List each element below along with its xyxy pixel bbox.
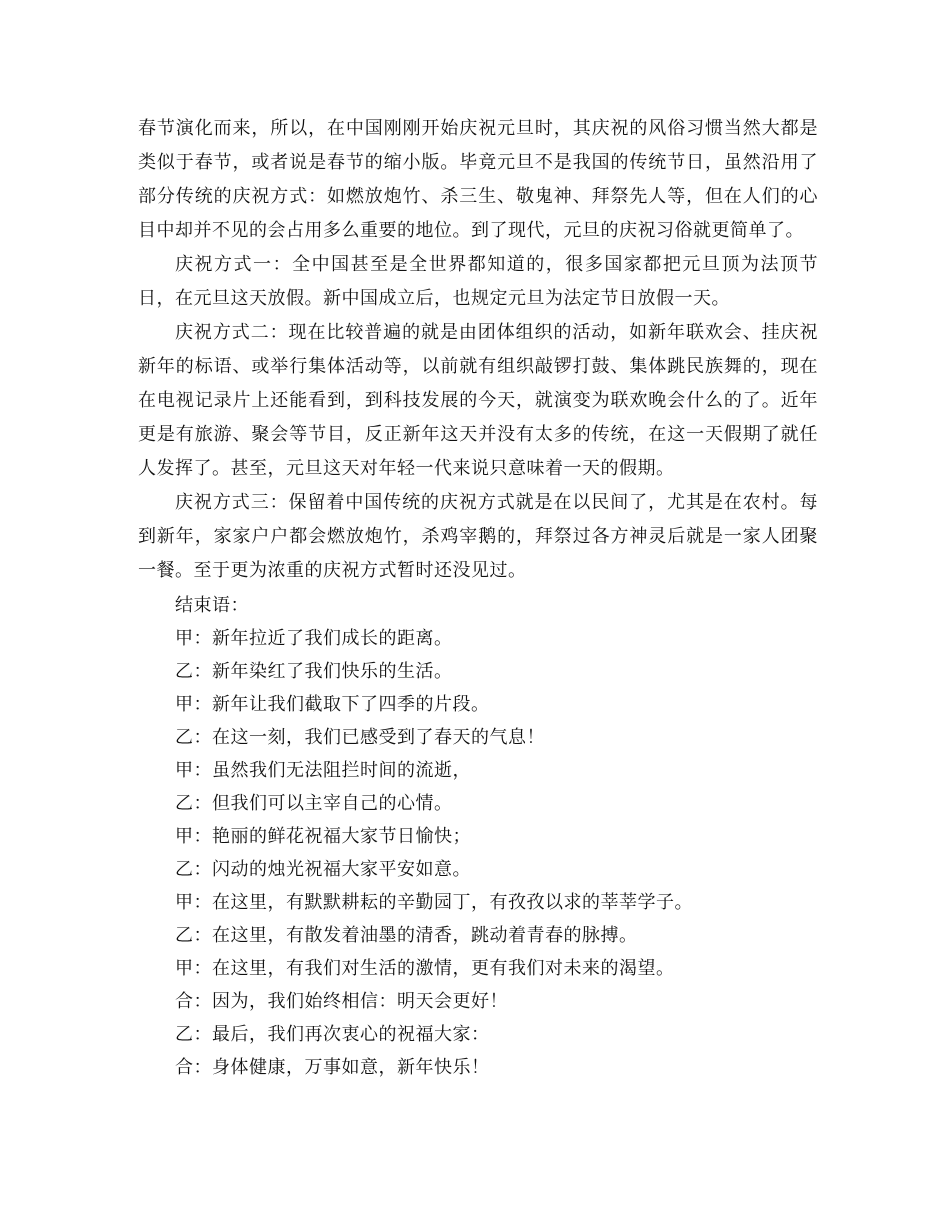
method-two-paragraph: 庆祝方式二：现在比较普遍的就是由团体组织的活动，如新年联欢会、挂庆祝新年的标语、或举行集体活动等，以前就有组织敲锣打鼓、集体跳民族舞的，现在在电视记录片上还能看到，到科技发展的今天，就演变为联欢晚会什么的了。近年更是有旅游、聚会等节目，反正新年这天并没有太多的传统，在这一天假期了就任人发挥了。甚至，元旦这天对年轻一代来说只意味着一天的假期。 — [138, 322, 818, 479]
closing-line: 乙：闪动的烛光祝福大家平安如意。 — [175, 859, 471, 880]
closing-line: 乙：最后，我们再次衷心的祝福大家： — [175, 1024, 490, 1045]
closing-line: 乙：在这一刻，我们已感受到了春天的气息！ — [175, 727, 545, 748]
intro-paragraph: 春节演化而来，所以，在中国刚刚开始庆祝元旦时，其庆祝的风俗习惯当然大都是类似于春节，或者说是春节的缩小版。毕竟元旦不是我国的传统节日，虽然沿用了部分传统的庆祝方式：如燃放炮竹、杀三生、敬鬼神、拜祭先人等，但在人们的心目中却并不见的会占用多么重要的地位。到了现代，元旦的庆祝习俗就更简单了。 — [138, 118, 818, 241]
closing-line: 甲：虽然我们无法阻拦时间的流逝， — [175, 760, 471, 781]
closing-line: 合：因为，我们始终相信：明天会更好！ — [175, 991, 508, 1012]
closing-line: 乙：新年染红了我们快乐的生活。 — [175, 661, 453, 682]
closing-line: 甲：艳丽的鲜花祝福大家节日愉快； — [175, 826, 471, 847]
closing-line: 甲：在这里，有默默耕耘的辛勤园丁，有孜孜以求的莘莘学子。 — [175, 892, 693, 913]
closing-line: 乙：在这里，有散发着油墨的清香，跳动着青春的脉搏。 — [175, 925, 638, 946]
method-one-paragraph: 庆祝方式一：全中国甚至是全世界都知道的，很多国家都把元旦顶为法顶节日，在元旦这天放假。新中国成立后，也规定元旦为法定节日放假一天。 — [138, 254, 818, 309]
closing-line: 甲：新年让我们截取下了四季的片段。 — [175, 694, 490, 715]
closing-line: 合：身体健康，万事如意，新年快乐！ — [175, 1057, 490, 1078]
closing-line: 乙：但我们可以主宰自己的心情。 — [175, 793, 453, 814]
method-three-paragraph: 庆祝方式三：保留着中国传统的庆祝方式就是在以民间了，尤其是在农村。每到新年，家家户户都会燃放炮竹，杀鸡宰鹅的，拜祭过各方神灵后就是一家人团聚一餐。至于更为浓重的庆祝方式暂时还没见过。 — [138, 492, 818, 581]
closing-line: 甲：在这里，有我们对生活的激情，更有我们对未来的渴望。 — [175, 958, 675, 979]
closing-line: 甲：新年拉近了我们成长的距离。 — [175, 628, 453, 649]
closing-heading: 结束语： — [175, 595, 249, 616]
document-body — [138, 112, 818, 1084]
